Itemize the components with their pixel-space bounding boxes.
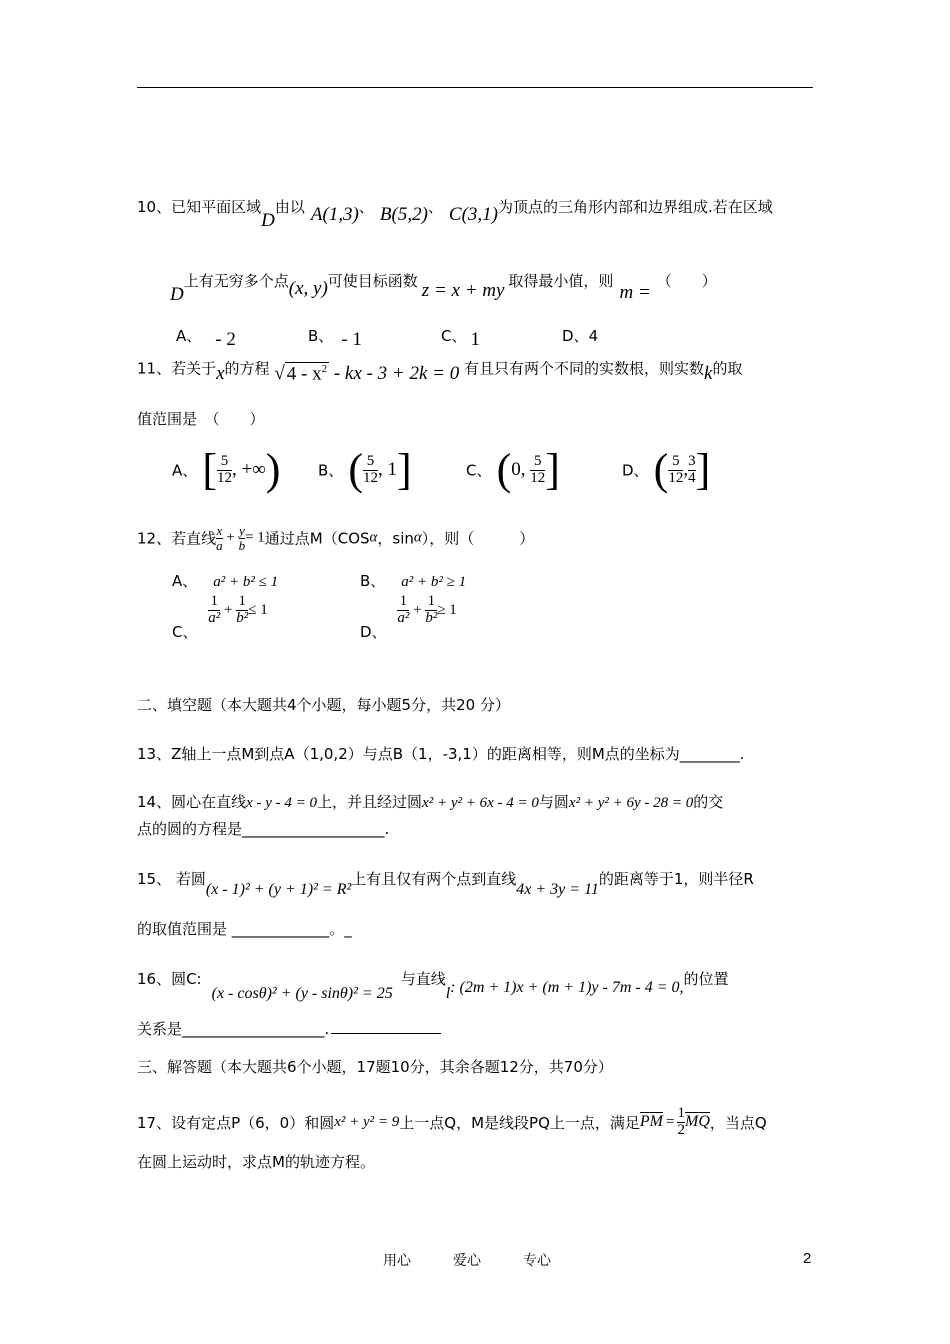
q11-option-b-close: ] [397,445,412,494]
header-rule [137,87,813,88]
q17-half [677,1106,685,1139]
q11-option-c [466,445,560,494]
q11-option-a-open: [ [202,445,218,494]
q12-option-d-frac1 [397,594,409,627]
q16-number: 16、圆C: [137,970,202,988]
q10-option-b [308,325,362,350]
q10-point-xy: (x, y) [288,278,328,299]
q11-option-c-label: C、 [466,461,492,480]
q15-text-b: 上有且仅有两个点到直线 [351,870,517,888]
q15-line1 [137,868,754,898]
q12-option-c-den2: b² [236,609,249,626]
q11-option-b-label: B、 [318,461,344,480]
q10-text-a: 已知平面区域 [171,198,262,216]
q11-var-x: x [216,363,225,385]
q12-option-c-num1: 1 [210,593,219,609]
q11-text-a: 若关于 [171,359,217,378]
q17-number: 17、设有定点P（6，0）和圆 [137,1113,335,1132]
q12-alpha-1: α [369,529,378,546]
q17-text-b: 上一点Q，M是线段PQ上一点，满足 [399,1113,640,1132]
q11-text-c: 有且只有两个不同的实数根，则实数 [464,359,705,378]
q16-circle-eq: (x - cosθ)² + (y - sinθ)² = 25 [211,985,393,1002]
q12-option-a-expr: a² + b² ≤ 1 [213,574,279,590]
q11-option-d-num1: 5 [672,452,680,469]
q14-circle-1: x² + y² + 6x - 4 = 0 [422,795,539,811]
q12-equals-one: = 1 [245,529,265,546]
q12-option-c-rel: ≤ 1 [248,601,268,618]
q10-target-function: z = x + my [421,280,505,301]
q17-half-num: 1 [677,1105,685,1121]
q11-text-d: 的取 [712,359,743,378]
q10-option-d-value: 4 [588,327,599,345]
q12-option-d-frac2 [425,594,437,627]
q12-option-d-den2: b² [425,609,438,626]
q16-extra-blank [331,1033,441,1034]
q11-option-c-num: 5 [533,452,542,469]
q10-text-c: 为顶点的三角形内部和边界组成.若在区域 [498,198,773,216]
q12-option-c-plus: + [220,601,237,618]
q11-equation: √ $4 - x^2$ - kx - 3 + 2k = 0 [274,363,460,385]
q12-option-d-plus: + [409,601,426,618]
q11-option-a [172,445,281,494]
q11-radicand [285,362,329,385]
q11-option-d-den1: 12 [668,469,684,486]
page-number: 2 [803,1250,812,1267]
q14-line-eq: x - y - 4 = 0 [246,795,318,811]
section-3-heading: 三、解答题（本大题共6个小题，17题10分，其余各题12分，共70分） [137,1058,613,1076]
q12-frac-b: b [238,537,246,553]
q12-option-d [360,593,457,641]
q13-text: 13、Z轴上一点M到点A（1,0,2）与点B（1，-3,1）的距离相等，则M点的坐标为________. [137,745,745,763]
q11-option-d-label: D、 [622,461,649,480]
q15-circle-eq: (x - 1)² + (y + 1)² = R² [205,881,352,898]
q10-sep-1: 、 [358,198,374,216]
q11-option-d-comma: , [683,459,689,480]
q11-square: 2 [321,363,328,375]
q11-option-c-close: ] [545,445,560,494]
q11-option-d-den2: 4 [688,469,696,486]
q15-line2: 的取值范围是 _____________。_ [137,920,352,938]
q10-option-a [176,325,236,350]
q10-option-b-label: B、 [308,327,334,345]
q11-line1 [137,356,743,385]
q12-option-d-label: D、 [360,622,387,641]
q16-line-name: l [445,985,451,1002]
q11-option-c-head: 0, [511,459,531,480]
q11-var-k: k [704,363,713,385]
q10-point-a: A(1,3) [310,204,359,225]
q17-line2: 在圆上运动时，求点M的轨迹方程。 [137,1153,375,1171]
q10-text-f: 取得最小值，则 [508,272,614,290]
q12-option-b-expr: a² + b² ≥ 1 [401,574,467,590]
q11-option-a-label: A、 [172,461,198,480]
q11-radicand-text: 4 - x [286,363,322,385]
q12-frac-x: x [216,523,223,538]
q10-option-d [562,325,598,346]
q11-option-b [318,445,412,494]
q12-option-b [360,570,466,591]
q17-equals: = [666,1113,675,1130]
q14-number: 14、 [137,793,172,811]
q11-option-d-frac2 [688,454,696,487]
q10-answer-paren: （ ） [656,272,717,290]
q11-option-d-open: ( [653,445,669,494]
q12-option-c-frac2 [236,594,248,627]
q10-option-b-value: - 1 [341,329,362,350]
q15-number: 15、 若圆 [137,870,206,888]
q10-m-equals: m = [619,282,651,303]
q12-frac-y: y [238,523,245,538]
q10-text-b: 由以 [274,198,305,216]
footer-motto: 用心 爱心 专心 [383,1253,551,1269]
q11-option-a-num: 5 [220,452,229,469]
q12-option-c-num2: 1 [238,593,246,609]
q12-option-c-frac1 [208,594,220,627]
q14-text-c: 与圆 [538,793,569,811]
q11-option-d-close: ] [695,445,711,494]
q16-text-b: 与直线 [400,970,446,988]
q16-line2 [137,1018,441,1039]
q12-option-c-label: C、 [172,622,198,641]
q11-option-a-frac [217,454,232,487]
q11-option-c-den: 12 [530,469,546,486]
q11-rest: - kx - 3 + 2k = 0 [333,363,460,385]
q10-option-c [441,325,480,350]
q10-option-c-value: 1 [470,329,480,350]
q12-text-b: 通过点M（COS [264,529,370,548]
q11-option-d-num2: 3 [688,452,696,469]
q17-half-den: 2 [677,1121,685,1138]
q16-text-c: 的位置 [683,970,729,988]
q11-line2: 值范围是 （ ） [137,410,265,428]
q12-option-d-rel: ≥ 1 [437,601,457,618]
q11-option-d [622,445,711,494]
q11-number: 11、 [137,359,172,378]
q12-option-a-label: A、 [172,572,198,590]
q17-vector-mq: MQ [684,1113,710,1131]
q11-option-b-num: 5 [366,452,375,469]
q10-point-b: B(5,2) [379,204,428,225]
q10-option-d-label: D、 [562,327,589,345]
q12-option-d-num1: 1 [399,593,408,609]
q11-option-b-tail: , 1 [378,459,398,480]
q12-text-c: ，sin [377,529,414,548]
q12-option-d-num2: 1 [427,593,436,609]
q12-option-c [172,593,268,641]
q15-line-eq: 4x + 3y = 11 [516,881,599,898]
q10-option-a-label: A、 [176,327,202,345]
q12-number: 12、 [137,529,172,548]
q10-text-d: 上有无穷多个点 [183,272,289,290]
q17-line1 [137,1106,767,1139]
q14-text-b: 上，并且经过圆 [317,793,423,811]
q10-point-c: C(3,1) [448,204,498,225]
q12-text-a: 若直线 [171,529,217,548]
q16-text-d: 关系是___________________. [137,1020,330,1038]
q10-line2 [170,270,717,305]
q11-option-b-frac [363,454,378,487]
q15-text-c: 的距离等于1，则半径R [598,870,754,888]
q14-text-a: 圆心在直线 [171,793,247,811]
q10-line1 [137,196,773,231]
q10-region-d2: D [170,284,184,305]
q12-plus: + [222,529,239,546]
q11-option-c-open: ( [496,445,512,494]
q11-option-d-frac1 [668,454,683,487]
q12-option-b-label: B、 [360,572,386,590]
q17-circle-eq: x² + y² = 9 [334,1113,400,1130]
q12-text-d: ），则（ ） [421,529,535,548]
q12-option-c-den1: a² [208,609,221,626]
q11-option-c-frac [530,454,545,487]
q12-option-d-den1: a² [397,609,410,626]
q10-number: 10、 [137,198,172,216]
q11-option-b-den: 12 [363,469,379,486]
q17-text-c: ，当点Q [709,1113,767,1132]
section-2-heading: 二、填空题（本大题共4个小题，每小题5分，共20 分） [137,696,510,714]
q10-option-a-value: - 2 [215,329,236,350]
q12-option-a [172,570,278,591]
q14-line2: 点的圆的方程是___________________. [137,820,390,838]
q12-line1 [137,524,534,552]
q11-text-b: 的方程 [224,359,270,378]
q11-option-b-open: ( [348,445,364,494]
q14-text-d: 的交 [693,793,724,811]
q17-vector-pm: PM [639,1113,664,1131]
q16-line1 [137,968,729,1002]
q14-circle-2: x² + y² + 6y - 28 = 0 [568,795,694,811]
q11-option-a-close: ) [265,445,281,494]
q11-option-a-den: 12 [217,469,233,486]
q14-line1 [137,791,723,812]
q12-frac-a: a [216,537,223,553]
q12-alpha-2: α [413,529,422,546]
q11-option-a-tail: , +∞ [232,459,266,480]
q10-region-d: D [261,210,275,231]
q10-text-e: 可使目标函数 [327,272,418,290]
q10-sep-2: 、 [427,198,443,216]
q10-option-c-label: C、 [441,327,467,345]
q16-line-eq: : (2m + 1)x + (m + 1)y - 7m - 4 = 0, [450,979,684,996]
